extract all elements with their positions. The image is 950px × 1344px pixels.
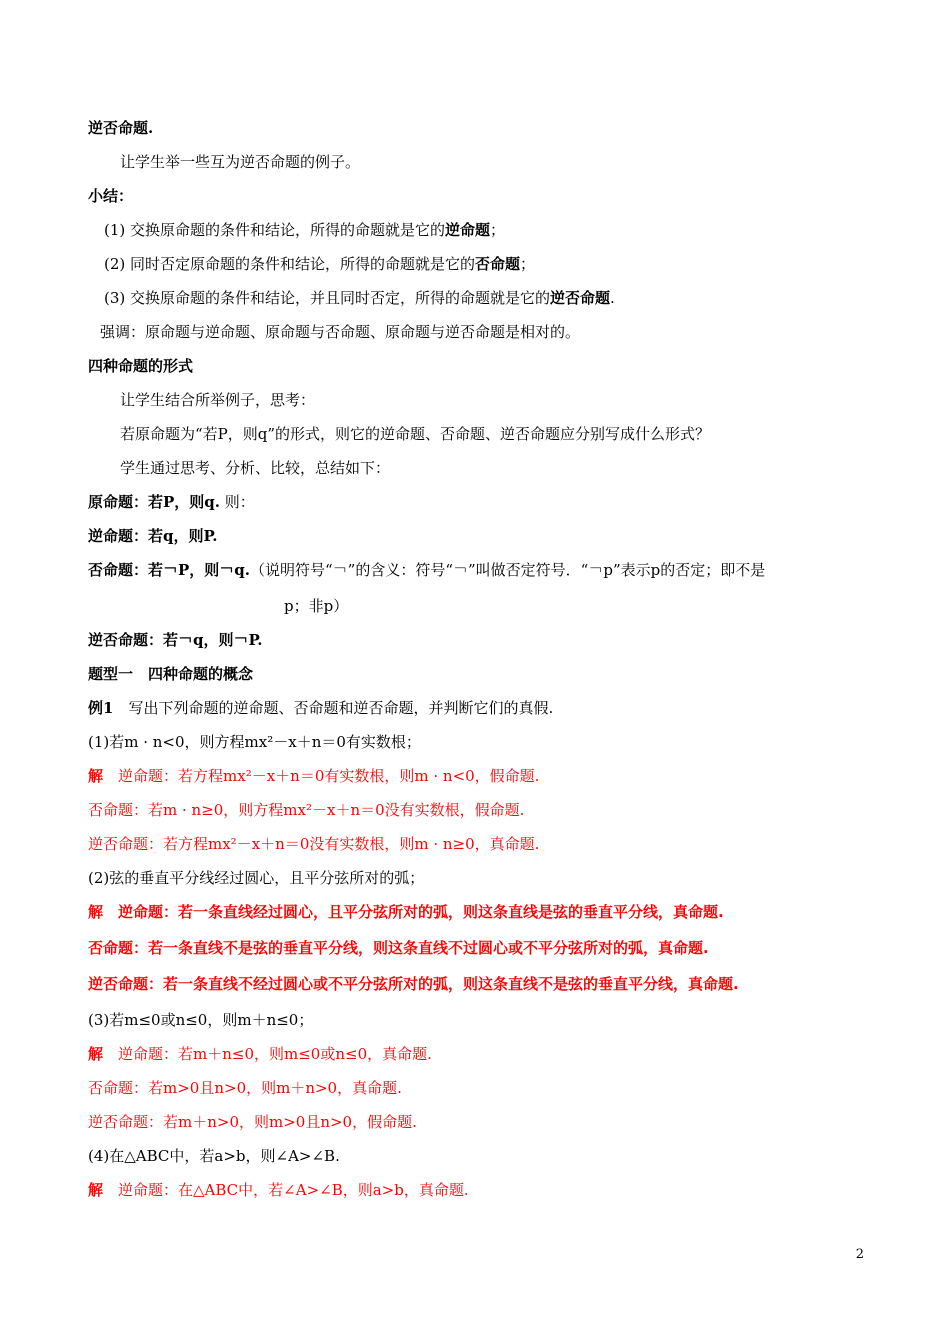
example-label: 例1 [88,699,114,717]
answer-text: 逆命题：在△ABC中，若∠A>∠B，则a>b，真命题. [103,1181,469,1199]
question-text: (1)若m · n<0，则方程mx²－x＋n＝0有实数根； [88,733,421,751]
form-note: （说明符号“￢”的含义：符号“￢”叫做否定符号．“￢p”表示p的否定；即不是 [250,561,766,579]
text-line [120,424,710,444]
answer-line [88,1180,469,1200]
answer-label: 解 [88,1181,104,1199]
answer-line [88,800,524,820]
answer-text: 逆命题：若一条直线经过圆心，且平分弦所对的弧，则这条直线是弦的垂直平分线，真命题. [103,903,724,921]
heading-text: 逆否命题. [88,119,154,137]
summary-heading [88,186,133,206]
answer-line [88,766,539,786]
paragraph-text: 学生通过思考、分析、比较，总结如下： [120,459,391,477]
proposition-form [88,526,218,546]
item-text: (3) 交换原命题的条件和结论，并且同时否定，所得的命题就是它的 [104,289,551,307]
answer-line [88,938,709,958]
form-note: p；非p） [284,597,349,615]
answer-line [88,902,724,922]
item-text: (1) 交换原命题的条件和结论，所得的命题就是它的 [104,221,446,239]
heading-text: 四种命题的形式 [88,357,194,375]
answer-line [88,974,739,994]
item-text: (2) 同时否定原命题的条件和结论，所得的命题就是它的 [104,255,476,273]
section-heading [88,356,193,376]
item-punct: ； [490,221,506,239]
question-line [88,1146,340,1166]
text-line [100,322,580,342]
item-keyword: 逆命题 [445,221,491,239]
text-line [120,152,360,172]
heading-text: 小结： [88,187,134,205]
example-heading [88,698,553,718]
answer-label: 解 [88,767,104,785]
question-line [88,1010,313,1030]
answer-text: 逆否命题：若m＋n>0，则m>0且n>0，假命题. [88,1113,417,1131]
text-line [284,596,348,616]
answer-line [88,1112,417,1132]
question-line [88,732,421,752]
form-text: 逆否命题：若￢q，则￢P. [88,631,263,649]
heading-text: 题型一 四种命题的概念 [88,665,254,683]
answer-line [88,1044,432,1064]
proposition-form [88,492,255,512]
summary-item [104,254,535,274]
item-punct: ； [520,255,536,273]
answer-line [88,1078,402,1098]
question-text: (3)若m≤0或n≤0，则m＋n≤0； [88,1011,314,1029]
summary-item [104,288,615,308]
answer-text: 逆否命题：若一条直线不经过圆心或不平分弦所对的弧，则这条直线不是弦的垂直平分线，真命题. [88,975,739,993]
page-number: 2 [855,1247,864,1262]
answer-text: 否命题：若m>0且n>0，则m＋n>0，真命题. [88,1079,402,1097]
question-text: (2)弦的垂直平分线经过圆心，且平分弦所对的弧； [88,869,425,887]
text-line [88,118,153,138]
form-suffix: 则： [220,493,255,511]
proposition-form [88,560,765,580]
topic-heading [88,664,253,684]
question-text: (4)在△ABC中，若a>b，则∠A>∠B. [88,1147,340,1165]
paragraph-text: 若原命题为“若P，则q”的形式，则它的逆命题、否命题、逆否命题应分别写成什么形式？ [120,425,711,443]
form-text: 否命题：若￢P，则￢q. [88,561,250,579]
item-keyword: 否命题 [475,255,521,273]
answer-label: 解 [88,903,104,921]
paragraph-text: 让学生举一些互为逆否命题的例子。 [120,153,361,171]
proposition-form [88,630,263,650]
form-text: 原命题：若P，则q. [88,493,220,511]
question-line [88,868,424,888]
example-text: 写出下列命题的逆命题、否命题和逆否命题，并判断它们的真假. [113,699,554,717]
item-punct: . [610,289,615,307]
answer-text: 否命题：若m · n≥0，则方程mx²－x＋n＝0没有实数根，假命题. [88,801,525,819]
paragraph-text: 强调：原命题与逆命题、原命题与否命题、原命题与逆否命题是相对的。 [100,323,581,341]
form-text: 逆命题：若q，则P. [88,527,218,545]
answer-text: 逆命题：若方程mx²－x＋n＝0有实数根，则m · n<0，假命题. [103,767,540,785]
summary-item [104,220,505,240]
answer-text: 否命题：若一条直线不是弦的垂直平分线，则这条直线不过圆心或不平分弦所对的弧，真命题. [88,939,709,957]
answer-line [88,834,539,854]
answer-text: 逆命题：若m＋n≤0，则m≤0或n≤0，真命题. [103,1045,432,1063]
answer-label: 解 [88,1045,104,1063]
paragraph-text: 让学生结合所举例子，思考： [120,391,316,409]
item-keyword: 逆否命题 [550,289,611,307]
text-line [120,390,315,410]
text-line [120,458,390,478]
answer-text: 逆否命题：若方程mx²－x＋n＝0没有实数根，则m · n≥0，真命题. [88,835,540,853]
